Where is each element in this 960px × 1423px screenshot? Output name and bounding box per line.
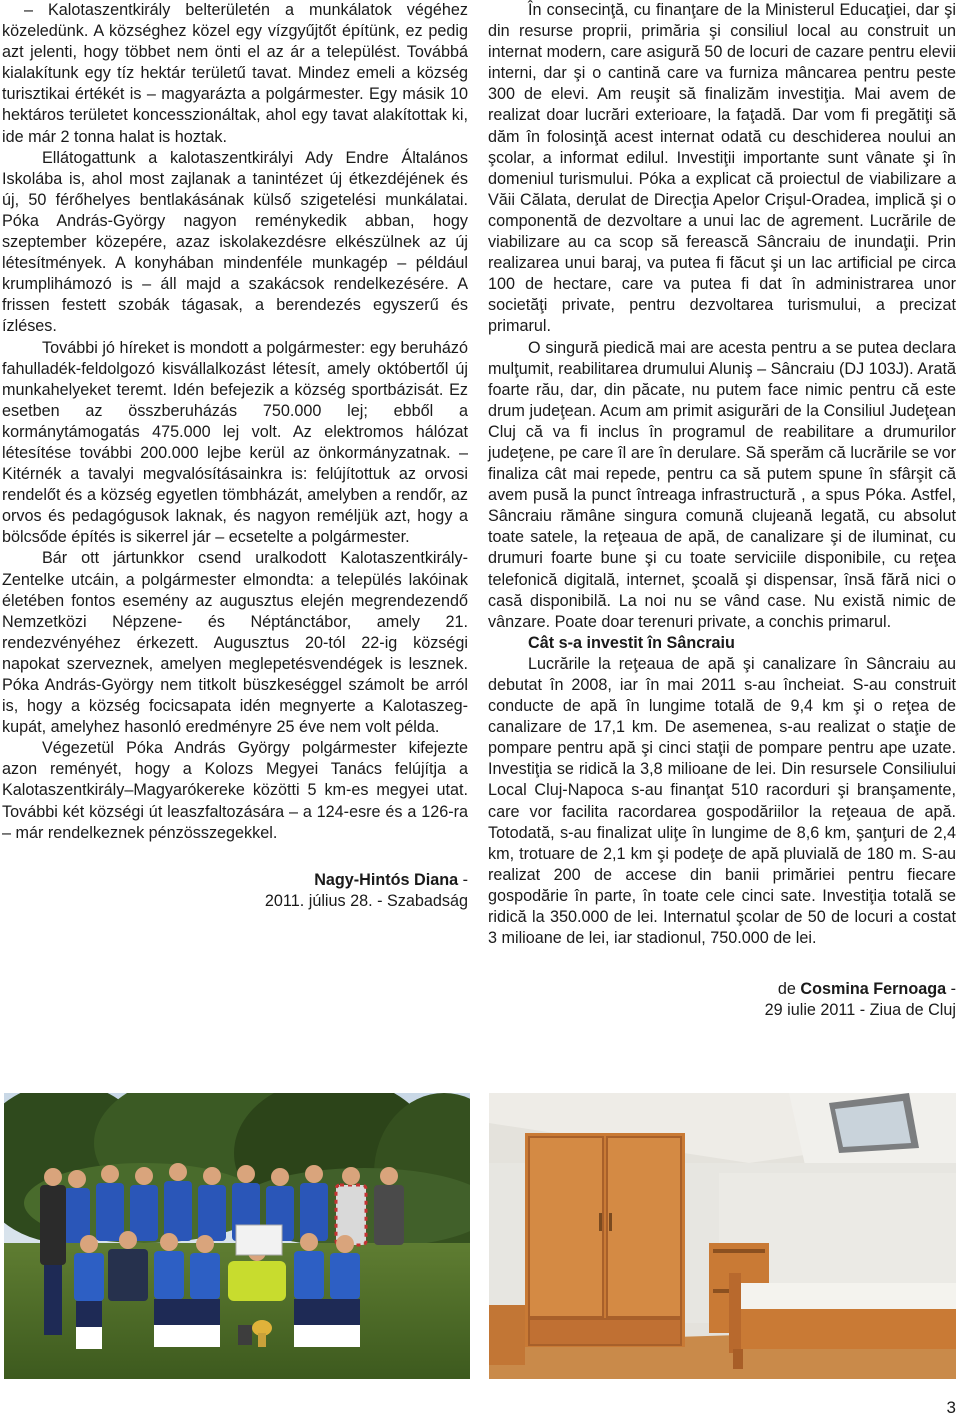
publication-date-source: 29 iulie 2011 - Ziua de Cluj	[764, 1001, 956, 1020]
article-paragraph: În consecinţă, cu finanţare de la Ministerul Educaţiei, dar şi din resurse proprii, primăria şi consiliul local au construit un internat modern, care asigură 50 de locuri de cazare pentru elevii interni, dar şi o cantină care va furniza mâncarea pentru peste 300 de elevi. Am reuşit să finalizăm investiţia. Mai avem de realizat doar lucrări exterioare, la faţadă. Dar vom fi pregătiţi să dăm în folosinţă acest internat odată cu deschiderea noului an şcolar, a informat edilul. Investiţii importante sunt vânate şi în domeniul turismului. Póka a explicat că proiectul de viabilizare a Văii Călata, derulat de Direcţia Apelor Crişul-Oradea, implică şi o componentă de dezvoltare a unui lac de agrement. Lucrările de viabilizare au ca scop să ferească Sâncraiu de inundaţii. Prin realizarea unui baraj, va putea fi făcut şi un lac artificial pe circa 100 de hectare, care va putea fi dat în administrarea unor societăţi private, pentru dezvoltarea turismului, a precizat primarul.	[488, 1, 956, 336]
signature-prefix: de	[777, 980, 801, 999]
article-left-column	[2, 0, 468, 912]
article-right-column	[488, 0, 956, 1021]
publication-date-source: 2011. július 28. - Szabadság	[264, 891, 468, 910]
author-signature	[2, 870, 468, 912]
article-paragraph: Lucrările la reţeaua de apă şi canalizare în Sâncraiu au debutat în 2008, iar în mai 2011 s-au încheiat. S-au construit conducte de apă în lungime totală de 9,4 km şi o reţea de canalizare de 17,1 km. De asemenea, s-au realizat o staţie de pompare pentru apă şi cinci staţii de pompare pentru ape uzate. Investiţia se ridică la 3,8 milioane de lei. Din resursele Consiliului Local Cluj-Napoca s-au finanţat 510 racorduri şi branşamente, care vor facilita racordarea gospodăriilor la reţeaua de apă. Totodată, s-au finalizat uliţe în lungime de 8,6 km, şanţuri de 2,4 km, trotuare de 2,1 km şi podeţe de apă pluvială de 180 m. S-au realizat 200 de accese din banii primăriei pentru fiecare gospodărie în parte, în toate cele cinci sate. Investiţia totală se ridică la 350.000 de lei. Internatul şcolar de 50 de locuri a costat 3 milioane de lei, iar stadionul, 750.000 de lei.	[488, 654, 956, 948]
football-team-photo-illustration	[4, 1093, 470, 1379]
author-signature	[488, 979, 956, 1021]
article-paragraph: – Kalotaszentkirály belterületén a munkálatok végéhez közeledünk. A községhez közel egy vízgyűjtőt építünk, ez pedig azt jelenti, hogy többet nem önti el az ár a települést. Továbbá kialakítunk egy tíz hektár területű tavat. Mindez emeli a község turisztikai értékét is – magyarázta a polgármester. Egy másik 10 hektáros területet koncesszionáltak, ahol egy tavat alakítottak ki, ide már 2 tonna halat is hoztak.	[2, 1, 468, 146]
dormitory-room-photo	[489, 1093, 956, 1379]
dormitory-room-photo-illustration	[489, 1093, 956, 1379]
football-team-photo	[4, 1093, 470, 1379]
article-paragraph: O singură piedică mai are acesta pentru a se putea declara mulţumit, reabilitarea drumului Aluniş – Sâncraiu (DJ 103J). Arată foarte rău, dar, din păcate, nu putem face nimic pentru că este drum judeţean. Acum am primit asigurări de la Consiliul Judeţean Cluj că va fi inclus în programul de reabilitare a drumurilor judeţene, pe care îl are în derulare. Să sperăm că lucrările se vor finaliza cât mai repede, pentru ca să putem spune în sfârşit că avem pusă la punct întreaga infrastructură , a spus Póka. Astfel, Sâncraiu rămâne singura comună clujeană legată, cu absolut toate satele, la reţeaua de apă, de canalizare şi de iluminat, cu drumuri foarte bune şi cu toate serviciile disponibile, cu reţea telefonică digitală, internet, şcoală şi dispensar, însă fără nici o casă disponibilă. La noi nu se vând case. Nu există nimic de vânzare. Poate doar terenuri private, a conchis primarul.	[488, 338, 956, 631]
signature-separator: -	[946, 980, 956, 999]
article-paragraph: További jó híreket is mondott a polgármester: egy beruházó fahulladék-feldolgozó kisvállalkozást létesít, amely októbertől új munkahelyeket teremt. Idén befejezik a község sportbázisát. Ez esetben az összberuházás 750.000 lej; ebből a kormánytámogatás 475.000 lej volt. Az elektromos hálózat létesítése további 200.000 lejbe kerül az önkormányzatnak. – Kitérnék a tavalyi megvalósításainkra is: felújítottuk az orvosi rendelőt és a község egyetlen tömbházát, amelyben a rendőr, az orvos és pedagógusok laknak, és nagyon reméljük azt, hogy a bölcsőde építés is sikerrel jár – ecsetelte a polgármester.	[2, 338, 468, 547]
author-name: Nagy-Hintós Diana	[314, 870, 459, 889]
article-paragraph: Végezetül Póka András György polgármester kifejezte azon reményét, hogy a Kolozs Megyei Tanács felújítja a Kalotaszentkirály–Magyarókereke közötti 5 km-es megyei utat. További két községi út leaszfaltozására – a 124-esre és a 126-ra – már rendelkeznek pénzösszegekkel.	[2, 739, 468, 842]
article-paragraph: Ellátogattunk a kalotaszentkirályi Ady Endre Általános Iskolába is, ahol most zajlanak a tanintézet új étkezdéjének és új, 50 férőhelyes bentlakásának külső szigetelési munkálatai. Póka András-György nagyon reménykedik abban, hogy szeptember közepére, azaz iskolakezdésre elkészülnek az új létesítmények. A konyhában mindenféle munkagép – például krumplihámozó is – áll majd a szakácsok rendelkezésére. A frissen festett szobák tágasak, a berendezés egyszerű és ízléses.	[2, 148, 468, 336]
page-number: 3	[946, 1398, 956, 1417]
section-heading: Cât s-a investit în Sâncraiu	[528, 633, 735, 652]
article-paragraph: Bár ott jártunkkor csend uralkodott Kalotaszentkirály-Zentelke utcáin, a polgármester elmondta: a település lakóinak életében fontos esemény az augusztus elején megrendezendő Nemzetközi Népzene- és Néptánctábor, amely 21. rendezvényéhez érkezett. Augusztus 20-tól 22-ig községi napokat szerveznek, amelyen meglepetésvendégek is lesznek. Póka András-György nem titkolt büszkeséggel számolt be arról is, hogy a község focicsapata idén megnyerte a Kalotaszeg-kupát, amelyhez hasonló eredményre 25 éve nem volt példa.	[2, 549, 468, 737]
signature-separator: -	[458, 870, 468, 889]
author-name: Cosmina Fernoaga	[800, 980, 947, 999]
